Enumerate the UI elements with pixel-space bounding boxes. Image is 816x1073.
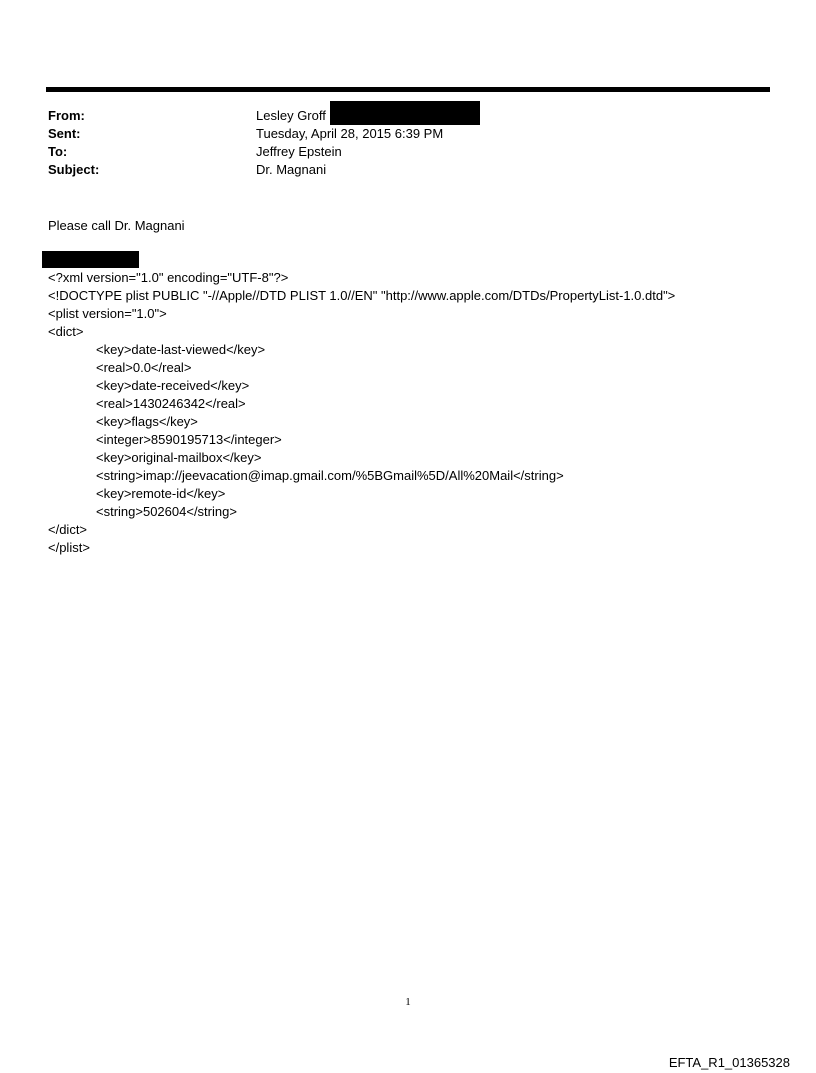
plist-code-block (48, 269, 778, 557)
message-body: Please call Dr. Magnani (48, 218, 185, 233)
redaction-box (42, 251, 139, 268)
sent-row (48, 125, 770, 143)
from-row (48, 107, 770, 125)
code-line: <key>original-mailbox</key> (96, 450, 262, 465)
code-line: <key>flags</key> (96, 414, 198, 429)
to-value: Jeffrey Epstein (256, 144, 342, 159)
code-line: <dict> (48, 324, 84, 339)
code-line: <key>remote-id</key> (96, 486, 226, 501)
code-line: <key>date-received</key> (96, 378, 250, 393)
from-label: From: (48, 108, 85, 123)
sent-label: Sent: (48, 126, 81, 141)
page-number: 1 (405, 996, 411, 1008)
to-label: To: (48, 144, 68, 159)
header-rule (46, 87, 770, 92)
code-line: </dict> (48, 522, 88, 537)
code-line: <!DOCTYPE plist PUBLIC "-//Apple//DTD PLIST 1.0//EN" "http://www.apple.com/DTDs/PropertyList-1.0.dtd"> (48, 288, 676, 303)
code-line: <plist version="1.0"> (48, 306, 167, 321)
from-value: Lesley Groff (256, 108, 326, 123)
code-line: <string>imap://jeevacation@imap.gmail.com/%5BGmail%5D/All%20Mail</string> (96, 468, 564, 483)
subject-row (48, 161, 770, 179)
redaction-box (330, 101, 480, 125)
subject-label: Subject: (48, 162, 100, 177)
code-line: <key>date-last-viewed</key> (96, 342, 266, 357)
sent-value: Tuesday, April 28, 2015 6:39 PM (256, 126, 444, 141)
code-line: <string>502604</string> (96, 504, 237, 519)
code-line: </plist> (48, 540, 90, 555)
code-line: <?xml version="1.0" encoding="UTF-8"?> (48, 270, 289, 285)
code-line: <real>1430246342</real> (96, 396, 246, 411)
code-line: <real>0.0</real> (96, 360, 192, 375)
document-id: EFTA_R1_01365328 (668, 1055, 790, 1070)
subject-value: Dr. Magnani (256, 162, 327, 177)
to-row (48, 143, 770, 161)
email-header (48, 107, 770, 179)
code-line: <integer>8590195713</integer> (96, 432, 282, 447)
